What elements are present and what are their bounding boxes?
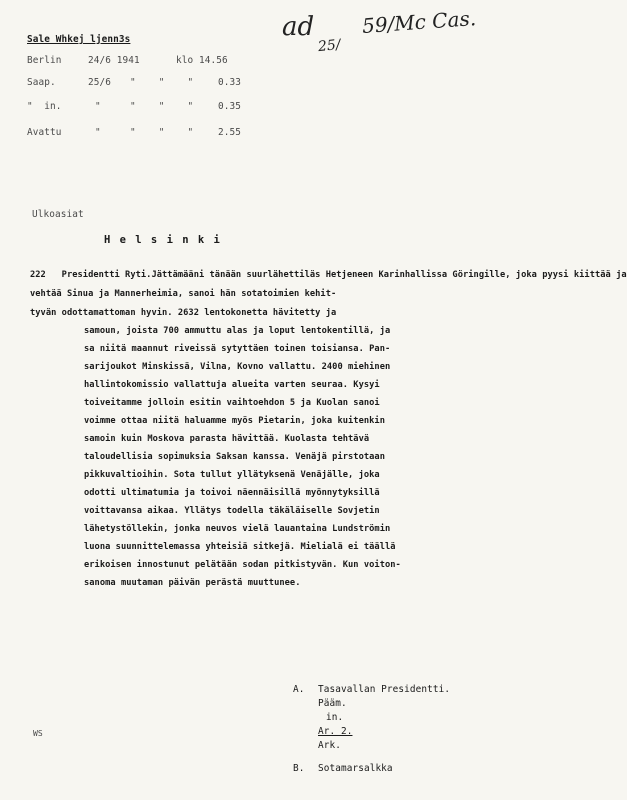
routing-date: 24/6 1941 <box>88 55 140 66</box>
routing-time: 0.35 <box>218 101 241 112</box>
routing-time: klo 14.56 <box>176 55 228 66</box>
typist-initials: WS <box>33 729 43 738</box>
body-line: hallintokomissio vallattuja alueita varten seuraa. Kysyi <box>84 380 380 390</box>
distribution-a-line: Ark. <box>318 740 341 751</box>
distribution-a-line: Tasavallan Presidentti. <box>318 684 451 695</box>
distribution-b-label: B. <box>293 763 305 774</box>
body-line: 222 Presidentti Ryti.Jättämääni tänään suurlähettiläs Hetjeneen Karinhallissa Göringille, joka pyysi kiittää ja <box>30 270 627 280</box>
body-line: voittavansa aikaa. Yllätys todella täkäläiselle Sovjetin <box>84 506 380 516</box>
routing-dittos: " " " <box>130 101 194 112</box>
distribution-a-label: A. <box>293 684 305 695</box>
distribution-a-line: Pääm. <box>318 698 347 709</box>
body-line: samoin kuin Moskova parasta hävittää. Kuolasta tehtävä <box>84 434 370 444</box>
body-line: erikoisen innostunut pelätään sodan pitkistyvän. Kun voiton- <box>84 560 401 570</box>
routing-time: 0.33 <box>218 77 241 88</box>
recipient-line-2: H e l s i n k i <box>104 234 222 246</box>
body-line: taloudellisia sopimuksia Saksan kanssa. Venäjä pirstotaan <box>84 452 385 462</box>
body-line: tyvän odottamattoman hyvin. 2632 lentokonetta hävitetty ja <box>30 308 337 318</box>
body-line: sanoma muutaman päivän perästä muuttunee. <box>84 578 301 588</box>
body-line: sarijoukot Minskissä, Vilna, Kovno vallattu. 2400 miehinen <box>84 362 391 372</box>
body-line: pikkuvaltioihin. Sota tullut yllätyksenä Venäjälle, joka <box>84 470 380 480</box>
routing-label: " in. <box>27 101 62 112</box>
routing-label: Berlin <box>27 55 62 66</box>
body-line: lähetystöllekin, jonka neuvos vielä lauantaina Lundströmin <box>84 524 391 534</box>
body-line: toiveitamme jolloin esitin vaihtoehdon 5 ja Kuolan sanoi <box>84 398 380 408</box>
body-line: voimme ottaa niitä haluamme myös Pietarin, joka kuitenkin <box>84 416 385 426</box>
body-line: sa niitä maannut riveissä sytyttäen toinen toisiansa. Pan- <box>84 344 391 354</box>
routing-date: 25/6 <box>88 77 111 88</box>
sender-line: Sale Whkej ljenn3s <box>27 34 131 45</box>
routing-dittos: " " " <box>130 77 194 88</box>
routing-date: " <box>95 101 101 112</box>
routing-label: Saap. <box>27 77 56 88</box>
distribution-b-line: Sotamarsalkka <box>318 763 393 774</box>
routing-label: Avattu <box>27 127 62 138</box>
body-line: samoun, joista 700 ammuttu alas ja loput lentokentillä, ja <box>84 326 391 336</box>
distribution-a-line: in. <box>326 712 344 723</box>
body-line: vehtää Sinua ja Mannerheimia, sanoi hän sotatoimien kehit- <box>30 289 337 299</box>
handwritten-mark-ad: ad <box>282 12 315 42</box>
handwritten-reference: 59/Mc Cas. <box>361 6 477 38</box>
handwritten-number: 25/ <box>317 36 342 56</box>
body-line: luona suunnittelemassa yhteisiä sitkejä. Mielialä ei täällä <box>84 542 396 552</box>
routing-date: " <box>95 127 101 138</box>
recipient-line-1: Ulkoasiat <box>32 209 84 220</box>
routing-time: 2.55 <box>218 127 241 138</box>
routing-dittos: " " " <box>130 127 194 138</box>
body-line: odotti ultimatumia ja toivoi näennäisillä myönnytyksillä <box>84 488 380 498</box>
distribution-a-line: Ar. 2. <box>318 726 353 737</box>
